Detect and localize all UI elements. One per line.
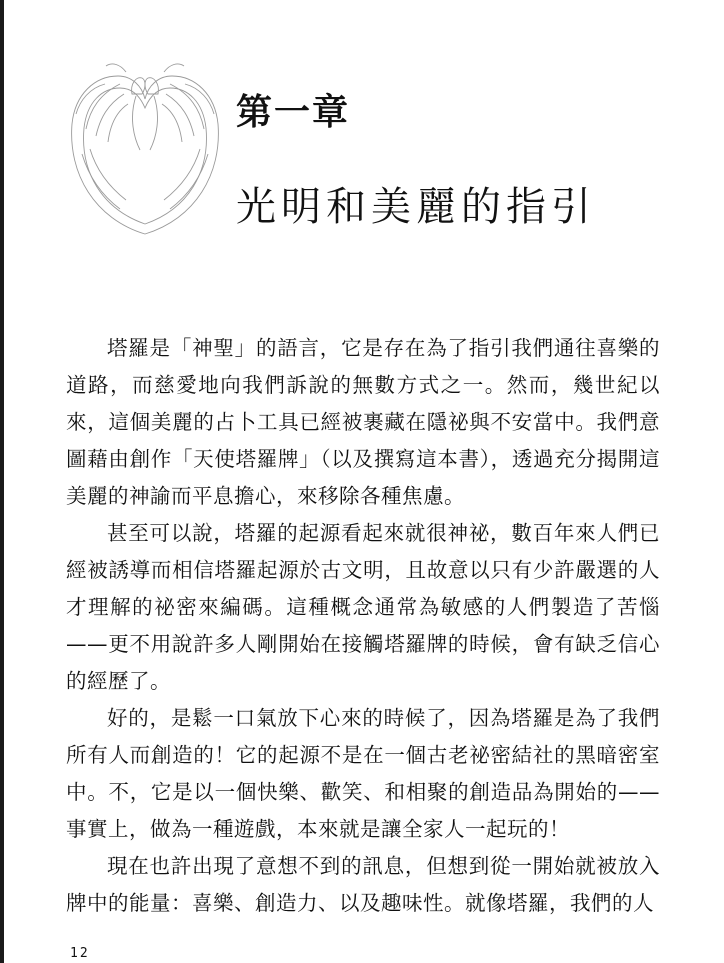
chapter-label: 第一章 [236,91,351,133]
paragraph: 現在也許出現了意想不到的訊息，但想到從一開始就被放入牌中的能量：喜樂、創造力、以及趣味性。就像塔羅，我們的人 [66,854,660,915]
angel-wings-wreath-icon [60,54,230,244]
page-number: 12 [70,946,90,961]
paragraph: 好的，是鬆一口氣放下心來的時候了，因為塔羅是為了我們所有人而創造的！它的起源不是在一個古老祕密結社的黑暗密室中。不，它是以一個快樂、歡笑、和相聚的創造品為開始的——事實上，做為一種遊戲，本來就是讓全家人一起玩的！ [66,706,660,841]
chapter-title: 光明和美麗的指引 [236,184,596,230]
chapter-body [66,330,660,922]
page-edge [0,0,4,963]
paragraph: 塔羅是「神聖」的語言，它是存在為了指引我們通往喜樂的道路，而慈愛地向我們訴說的無數方式之一。然而，幾世紀以來，這個美麗的占卜工具已經被裹藏在隱祕與不安當中。我們意圖藉由創作「天使塔羅牌」（以及撰寫這本書），透過充分揭開這美麗的神諭而平息擔心，來移除各種焦慮。 [66,336,660,508]
paragraph: 甚至可以說，塔羅的起源看起來就很神祕，數百年來人們已經被誘導而相信塔羅起源於古文明，且故意以只有少許嚴選的人才理解的祕密來編碼。這種概念通常為敏感的人們製造了苦惱——更不用說許多人剛開始在接觸塔羅牌的時候，會有缺乏信心的經歷了。 [66,521,660,693]
